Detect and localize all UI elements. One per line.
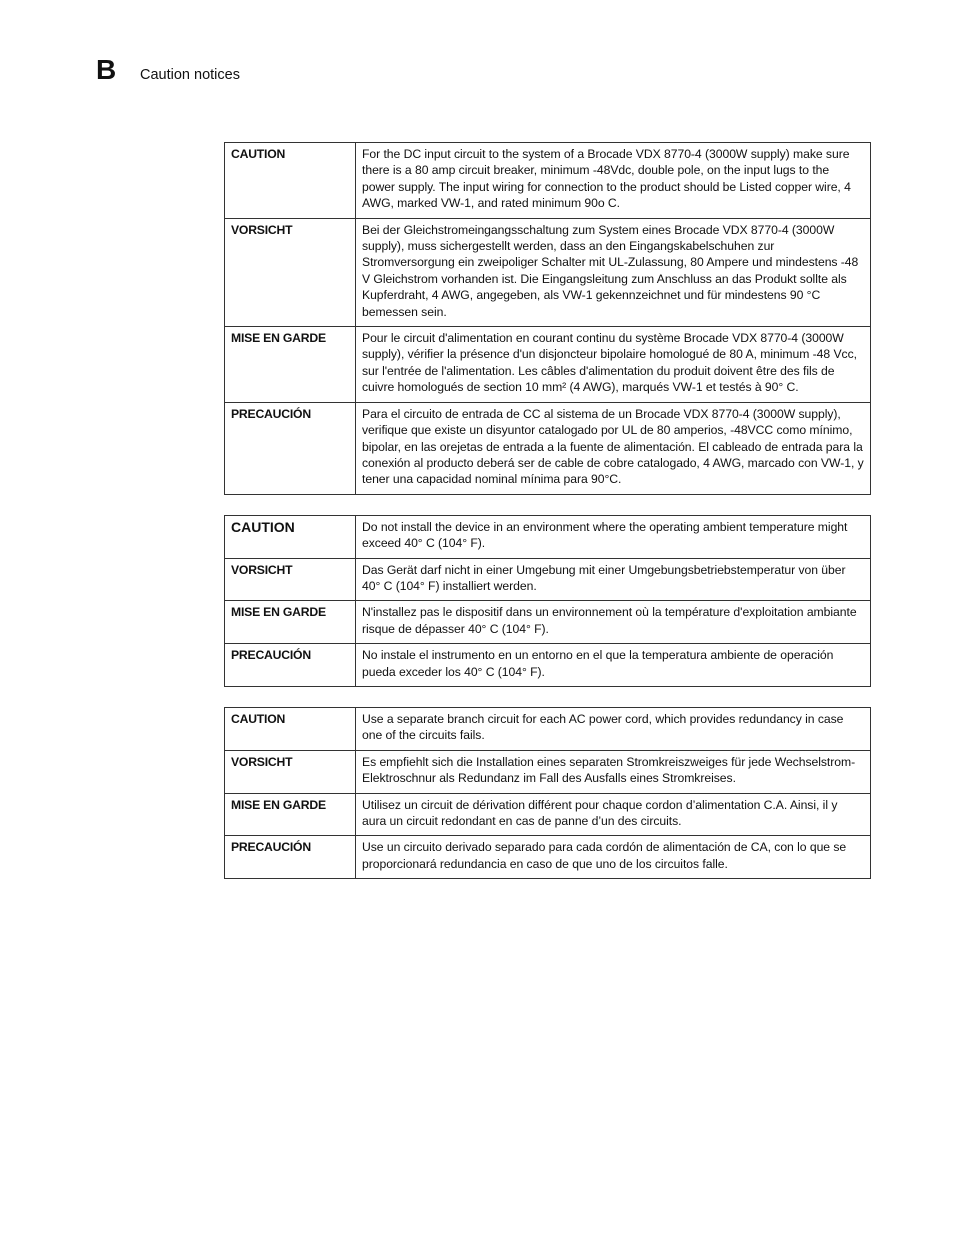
notice-label: PRECAUCIÓN xyxy=(225,836,356,879)
notice-text: N'installez pas le dispositif dans un environnement où la température d'exploitation ambiante risque de dépasser 40° C (104° F). xyxy=(356,601,871,644)
table-row xyxy=(225,707,871,750)
table-row xyxy=(225,218,871,326)
table-row xyxy=(225,515,871,558)
caution-tables xyxy=(224,142,870,899)
notice-text: Use un circuito derivado separado para cada cordón de alimentación de CA, con lo que se proporcionará redundancia en caso de que uno de los circuitos falle. xyxy=(356,836,871,879)
table-row xyxy=(225,327,871,403)
dc-input-caution-table xyxy=(224,142,871,495)
notice-text: Para el circuito de entrada de CC al sistema de un Brocade VDX 8770-4 (3000W supply), verifique que existe un disyuntor catalogado por UL de 80 amperios, -48VCC como mínimo, bipolar, en las orejetas de entrada a la fuente de alimentación. El cableado de entrada para la conexión al producto deberá ser de cable de cobre catalogado, 4 AWG, marcado con VW-1, y tener una capacidad nominal mínima para 90°C. xyxy=(356,402,871,494)
table-row xyxy=(225,836,871,879)
notice-text: Pour le circuit d'alimentation en courant continu du système Brocade VDX 8770-4 (3000W supply), vérifier la présence d'un disjoncteur bipolaire homologué de 80 A, minimum -48 Vcc, sur l'entrée de l'alimentation. Les câbles d'alimentation du produit doivent être des fils de cuivre homologués de section 10 mm² (4 AWG), marqués VW-1 et testés à 90° C. xyxy=(356,327,871,403)
table-row xyxy=(225,143,871,219)
branch-circuit-caution-table xyxy=(224,707,871,879)
notice-text: Das Gerät darf nicht in einer Umgebung mit einer Umgebungsbetriebstemperatur von über 40° C (104° F) installiert werden. xyxy=(356,558,871,601)
notice-text: Bei der Gleichstromeingangsschaltung zum System eines Brocade VDX 8770-4 (3000W supply), muss sichergestellt werden, dass an den Eingangskabelschuhen zur Stromversorgung ein zweipoliger Schalter mit UL-Zulassung, 80 Ampere und mindestens -48 V Gleichstrom vorhanden ist. Die Eingangsleitung zum Anschluss an das Produkt sollte als Kupferdraht, 4 AWG, angegeben, als VW-1 gekennzeichnet und für mindestens 90 °C bemessen sein. xyxy=(356,218,871,326)
table-row xyxy=(225,558,871,601)
notice-label: MISE EN GARDE xyxy=(225,601,356,644)
table-row xyxy=(225,644,871,687)
page-header xyxy=(96,56,240,84)
section-title: Caution notices xyxy=(140,67,240,83)
table-row xyxy=(225,601,871,644)
notice-label: MISE EN GARDE xyxy=(225,327,356,403)
table-row xyxy=(225,793,871,836)
notice-label: VORSICHT xyxy=(225,558,356,601)
notice-text: No instale el instrumento en un entorno en el que la temperatura ambiente de operación pueda exceder los 40° C (104° F). xyxy=(356,644,871,687)
notice-label: VORSICHT xyxy=(225,218,356,326)
temperature-caution-table xyxy=(224,515,871,687)
table-row xyxy=(225,402,871,494)
notice-text: Utilisez un circuit de dérivation différent pour chaque cordon d’alimentation C.A. Ainsi, il y aura un circuit redondant en cas de panne d’un des circuits. xyxy=(356,793,871,836)
notice-label: MISE EN GARDE xyxy=(225,793,356,836)
notice-text: Use a separate branch circuit for each AC power cord, which provides redundancy in case one of the circuits fails. xyxy=(356,707,871,750)
notice-text: Do not install the device in an environment where the operating ambient temperature might exceed 40° C (104° F). xyxy=(356,515,871,558)
notice-label: VORSICHT xyxy=(225,750,356,793)
notice-label: PRECAUCIÓN xyxy=(225,402,356,494)
notice-label: CAUTION xyxy=(225,515,356,558)
notice-text: For the DC input circuit to the system of a Brocade VDX 8770-4 (3000W supply) make sure there is a 80 amp circuit breaker, minimum -48Vdc, double pole, on the input lugs to the power supply. The input wiring for connection to the product should be Listed copper wire, 4 AWG, marked VW-1, and rated minimum 90o C. xyxy=(356,143,871,219)
notice-label: PRECAUCIÓN xyxy=(225,644,356,687)
table-row xyxy=(225,750,871,793)
notice-label: CAUTION xyxy=(225,707,356,750)
chapter-letter: B xyxy=(96,54,117,85)
notice-label: CAUTION xyxy=(225,143,356,219)
notice-text: Es empfiehlt sich die Installation eines separaten Stromkreiszweiges für jede Wechselstrom-Elektroschnur als Redundanz im Fall des Ausfalls eines Stromkreises. xyxy=(356,750,871,793)
